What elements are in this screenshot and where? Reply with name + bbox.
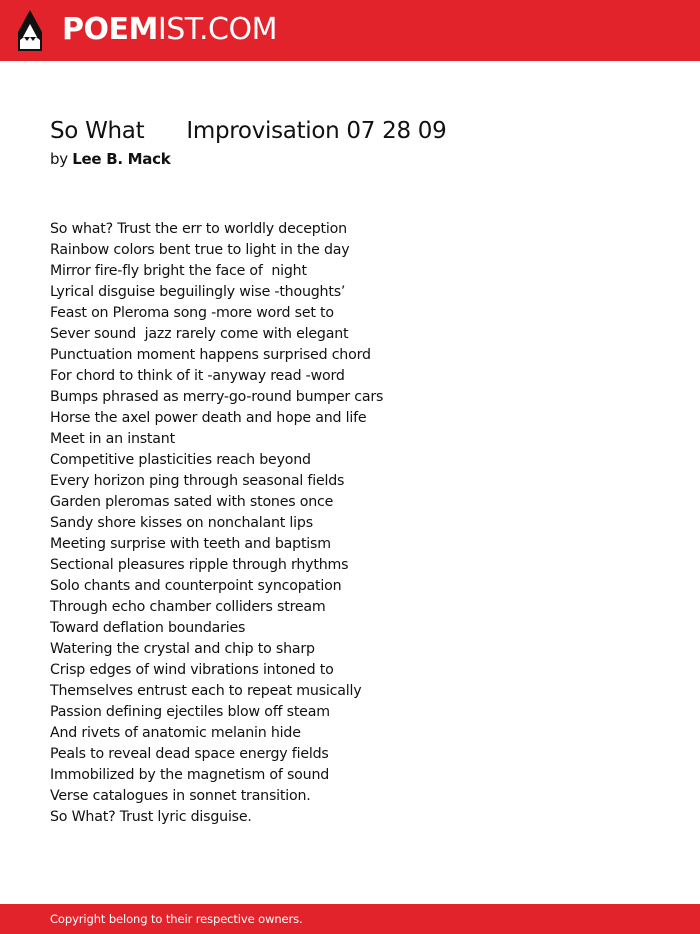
poem-line: Solo chants and counterpoint syncopation [50,578,342,594]
poem-line: Garden pleromas sated with stones once [50,494,334,510]
poem-line: Competitive plasticities reach beyond [50,452,311,468]
poem-line: Mirror fire-fly bright the face of night [50,263,307,279]
poem-line: Themselves entrust each to repeat musically [50,683,362,699]
poem-line: Meet in an instant [50,431,175,447]
poem-line: Sandy shore kisses on nonchalant lips [50,515,313,531]
poem-line: Peals to reveal dead space energy fields [50,746,329,762]
logo-light-text: IST.COM [157,12,277,47]
poem-line: Toward deflation boundaries [50,620,246,636]
poem-line: Rainbow colors bent true to light in the day [50,242,350,258]
by-label: by [50,150,68,168]
site-footer [0,904,700,934]
poem-line: Sectional pleasures ripple through rhythms [50,557,349,573]
poem-line: Sever sound jazz rarely come with elegant [50,326,349,342]
poem-byline [50,149,170,169]
poem-line: For chord to think of it -anyway read -word [50,368,345,384]
poem-line: Meeting surprise with teeth and baptism [50,536,331,552]
poem-line: Verse catalogues in sonnet transition. [50,788,311,804]
poem-line: Bumps phrased as merry-go-round bumper cars [50,389,384,405]
poem-line: And rivets of anatomic melanin hide [50,725,301,741]
poem-line: Immobilized by the magnetism of sound [50,767,330,783]
poem-title: So What Improvisation 07 28 09 [50,118,447,144]
poem-line: Through echo chamber colliders stream [50,599,326,615]
pencil-tip-icon [18,10,42,51]
poem-line: Watering the crystal and chip to sharp [50,641,315,657]
poem-body [50,219,383,828]
poem-line: Feast on Pleroma song -more word set to [50,305,334,321]
poem-line: Lyrical disguise beguilingly wise -thoughts’ [50,284,346,300]
poem-line: Punctuation moment happens surprised chord [50,347,371,363]
poem-line: Passion defining ejectiles blow off steam [50,704,330,720]
site-header [0,0,700,61]
poem-line: Every horizon ping through seasonal fields [50,473,345,489]
poem-line: Crisp edges of wind vibrations intoned to [50,662,334,678]
site-logo[interactable] [62,12,277,48]
poem-line: Horse the axel power death and hope and life [50,410,367,426]
logo-bold-text: POEM [62,12,158,47]
author-name: Lee B. Mack [72,150,171,168]
poem-line: So What? Trust lyric disguise. [50,809,252,825]
poem-line: So what? Trust the err to worldly deception [50,221,347,237]
copyright-notice: Copyright belong to their respective owners. [50,912,303,926]
